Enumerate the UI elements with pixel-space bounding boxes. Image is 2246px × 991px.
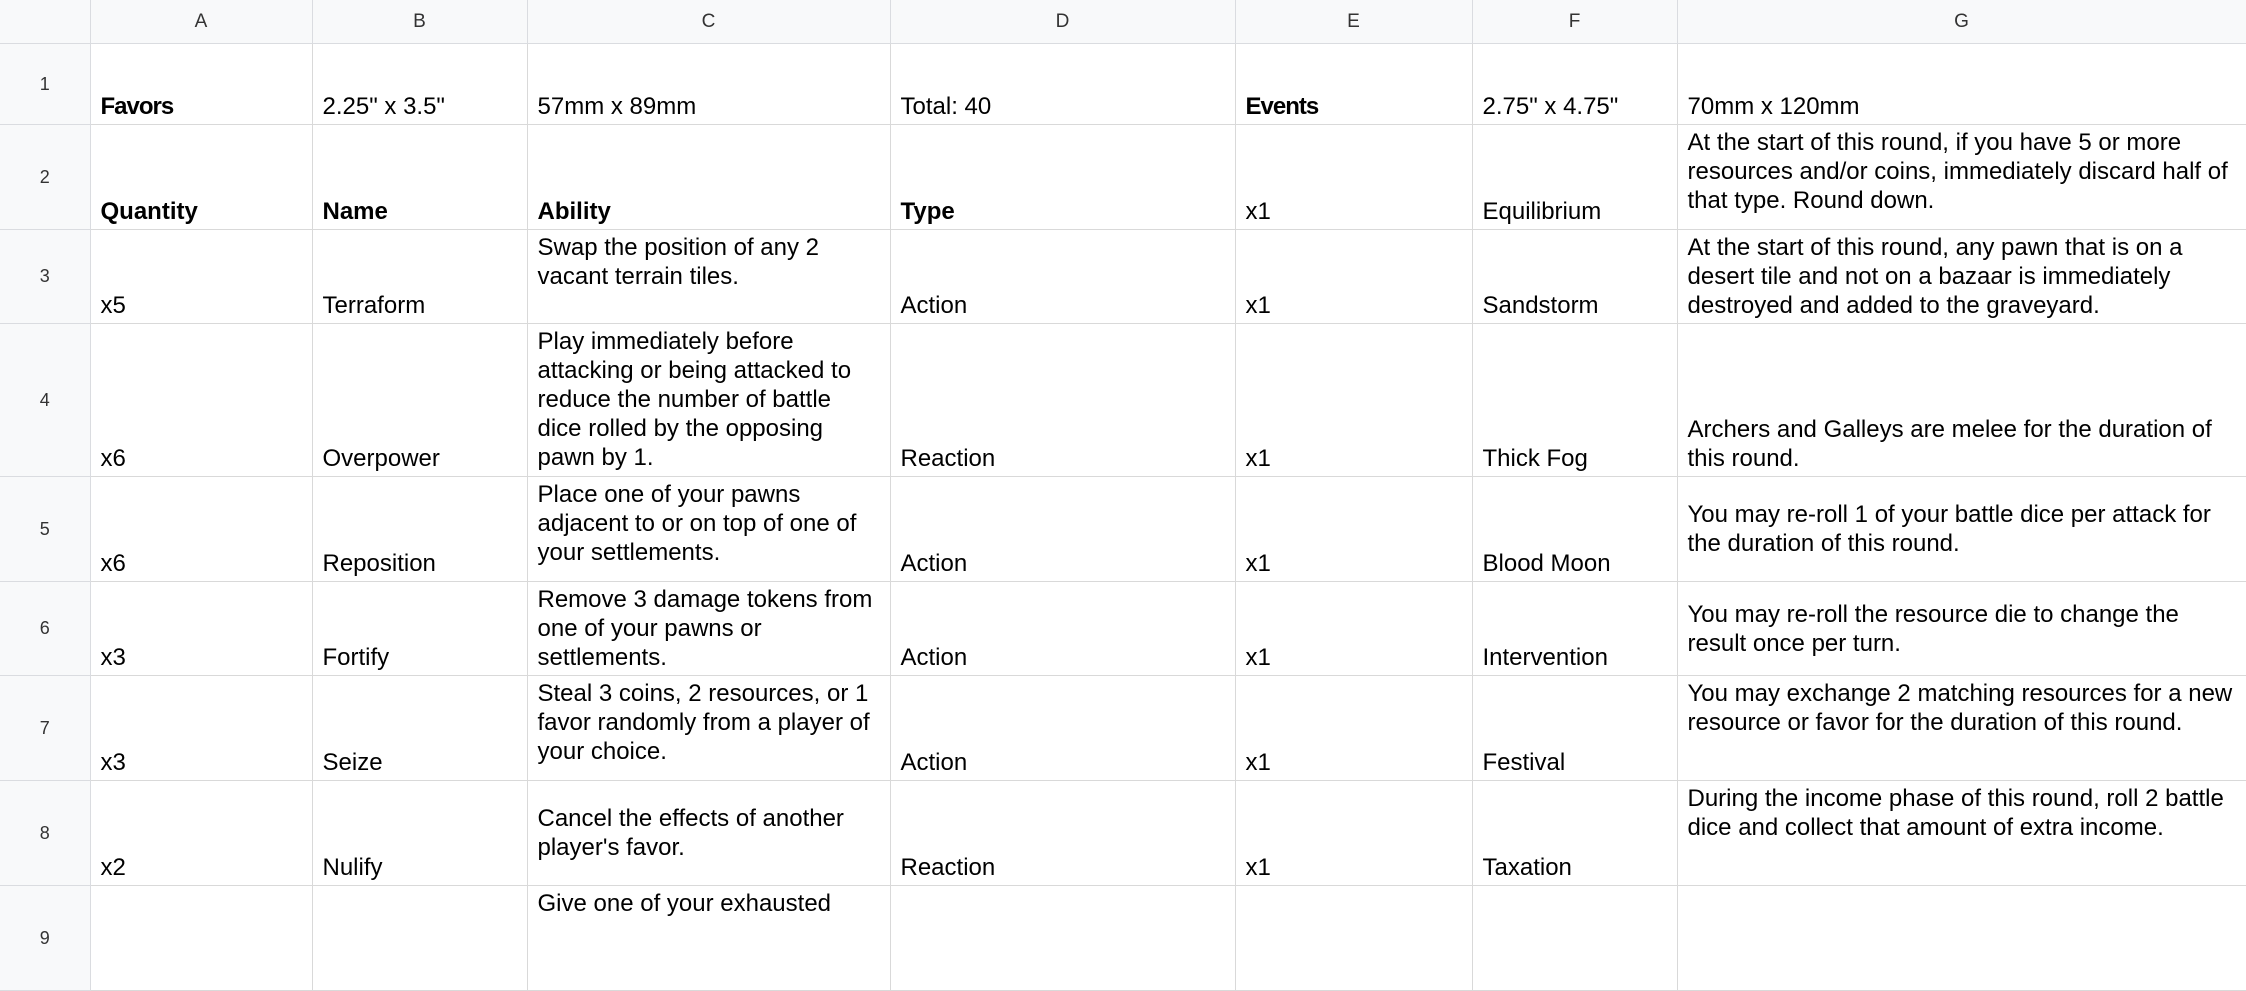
cell-b7[interactable]: Seize	[312, 676, 527, 781]
row-header-1[interactable]: 1	[0, 44, 90, 125]
cell-d5[interactable]: Action	[890, 477, 1235, 582]
column-header-row	[0, 0, 2246, 44]
table-row	[0, 582, 2246, 676]
cell-b9[interactable]	[312, 886, 527, 991]
cell-c6[interactable]: Remove 3 damage tokens from one of your pawns or settlements.	[527, 582, 890, 676]
cell-c5[interactable]: Place one of your pawns adjacent to or on top of one of your settlements.	[527, 477, 890, 582]
table-row	[0, 781, 2246, 886]
cell-b8[interactable]: Nulify	[312, 781, 527, 886]
cell-a4[interactable]: x6	[90, 324, 312, 477]
cell-a2[interactable]: Quantity	[90, 125, 312, 230]
cell-e5[interactable]: x1	[1235, 477, 1472, 582]
cell-a1[interactable]: Favors	[90, 44, 312, 125]
cell-c7[interactable]: Steal 3 coins, 2 resources, or 1 favor randomly from a player of your choice.	[527, 676, 890, 781]
cell-f3[interactable]: Sandstorm	[1472, 230, 1677, 324]
cell-b1[interactable]: 2.25" x 3.5"	[312, 44, 527, 125]
cell-e4[interactable]: x1	[1235, 324, 1472, 477]
row-header-2[interactable]: 2	[0, 125, 90, 230]
cell-d4[interactable]: Reaction	[890, 324, 1235, 477]
cell-g9[interactable]	[1677, 886, 2246, 991]
table-row	[0, 324, 2246, 477]
table-row	[0, 676, 2246, 781]
cell-d1[interactable]: Total: 40	[890, 44, 1235, 125]
cell-d7[interactable]: Action	[890, 676, 1235, 781]
cell-f1[interactable]: 2.75" x 4.75"	[1472, 44, 1677, 125]
cell-f5[interactable]: Blood Moon	[1472, 477, 1677, 582]
row-header-5[interactable]: 5	[0, 477, 90, 582]
row-header-9[interactable]: 9	[0, 886, 90, 991]
cell-c8[interactable]: Cancel the effects of another player's favor.	[527, 781, 890, 886]
cell-g4[interactable]: Archers and Galleys are melee for the duration of this round.	[1677, 324, 2246, 477]
column-header-e[interactable]: E	[1235, 0, 1472, 44]
cell-a6[interactable]: x3	[90, 582, 312, 676]
cell-g6[interactable]: You may re-roll the resource die to change the result once per turn.	[1677, 582, 2246, 676]
cell-b4[interactable]: Overpower	[312, 324, 527, 477]
cell-a7[interactable]: x3	[90, 676, 312, 781]
column-header-c[interactable]: C	[527, 0, 890, 44]
column-header-d[interactable]: D	[890, 0, 1235, 44]
column-header-b[interactable]: B	[312, 0, 527, 44]
cell-g2[interactable]: At the start of this round, if you have 5 or more resources and/or coins, immediately discard half of that type. Round down.	[1677, 125, 2246, 230]
cell-g3[interactable]: At the start of this round, any pawn that is on a desert tile and not on a bazaar is immediately destroyed and added to the graveyard.	[1677, 230, 2246, 324]
cell-f9[interactable]	[1472, 886, 1677, 991]
cell-e8[interactable]: x1	[1235, 781, 1472, 886]
cell-f4[interactable]: Thick Fog	[1472, 324, 1677, 477]
cell-c2[interactable]: Ability	[527, 125, 890, 230]
cell-f6[interactable]: Intervention	[1472, 582, 1677, 676]
cell-e2[interactable]: x1	[1235, 125, 1472, 230]
cell-c1[interactable]: 57mm x 89mm	[527, 44, 890, 125]
cell-a8[interactable]: x2	[90, 781, 312, 886]
cell-g7[interactable]: You may exchange 2 matching resources for a new resource or favor for the duration of this round.	[1677, 676, 2246, 781]
cell-e6[interactable]: x1	[1235, 582, 1472, 676]
cell-d6[interactable]: Action	[890, 582, 1235, 676]
cell-d9[interactable]	[890, 886, 1235, 991]
row-header-4[interactable]: 4	[0, 324, 90, 477]
cell-f7[interactable]: Festival	[1472, 676, 1677, 781]
cell-g8[interactable]: During the income phase of this round, roll 2 battle dice and collect that amount of extra income.	[1677, 781, 2246, 886]
cell-d3[interactable]: Action	[890, 230, 1235, 324]
table-row	[0, 44, 2246, 125]
cell-e3[interactable]: x1	[1235, 230, 1472, 324]
cell-c9[interactable]: Give one of your exhausted	[527, 886, 890, 991]
cell-g1[interactable]: 70mm x 120mm	[1677, 44, 2246, 125]
select-all-corner[interactable]	[0, 0, 90, 44]
cell-b2[interactable]: Name	[312, 125, 527, 230]
cell-a5[interactable]: x6	[90, 477, 312, 582]
row-header-3[interactable]: 3	[0, 230, 90, 324]
cell-c4[interactable]: Play immediately before attacking or being attacked to reduce the number of battle dice rolled by the opposing pawn by 1.	[527, 324, 890, 477]
table-row	[0, 477, 2246, 582]
cell-d8[interactable]: Reaction	[890, 781, 1235, 886]
cell-a9[interactable]	[90, 886, 312, 991]
row-header-7[interactable]: 7	[0, 676, 90, 781]
table-row	[0, 230, 2246, 324]
column-header-a[interactable]: A	[90, 0, 312, 44]
cell-e1[interactable]: Events	[1235, 44, 1472, 125]
cell-b6[interactable]: Fortify	[312, 582, 527, 676]
column-header-g[interactable]: G	[1677, 0, 2246, 44]
cell-b5[interactable]: Reposition	[312, 477, 527, 582]
cell-f8[interactable]: Taxation	[1472, 781, 1677, 886]
cell-f2[interactable]: Equilibrium	[1472, 125, 1677, 230]
row-header-8[interactable]: 8	[0, 781, 90, 886]
column-header-f[interactable]: F	[1472, 0, 1677, 44]
cell-c3[interactable]: Swap the position of any 2 vacant terrain tiles.	[527, 230, 890, 324]
cell-a3[interactable]: x5	[90, 230, 312, 324]
cell-e7[interactable]: x1	[1235, 676, 1472, 781]
table-row	[0, 886, 2246, 991]
row-header-6[interactable]: 6	[0, 582, 90, 676]
cell-d2[interactable]: Type	[890, 125, 1235, 230]
cell-b3[interactable]: Terraform	[312, 230, 527, 324]
cell-g5[interactable]: You may re-roll 1 of your battle dice per attack for the duration of this round.	[1677, 477, 2246, 582]
table-row	[0, 125, 2246, 230]
cell-e9[interactable]	[1235, 886, 1472, 991]
